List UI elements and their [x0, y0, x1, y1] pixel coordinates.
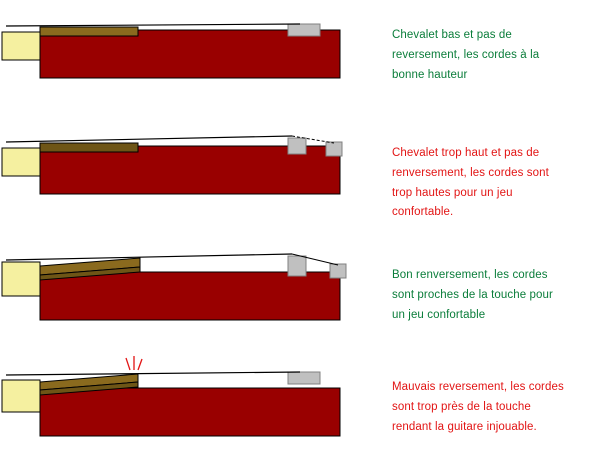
headstock — [2, 148, 40, 176]
headstock — [2, 262, 40, 296]
fingerboard — [40, 143, 138, 152]
string-line — [6, 372, 300, 375]
panel-3-caption-line-3: un jeu confortable — [392, 308, 486, 321]
panel-1-caption-line-2: reversement, les cordes à la — [392, 48, 540, 61]
panel-4-diagram — [0, 350, 380, 451]
panel-1 — [0, 0, 600, 112]
buzz-warning-icon — [126, 356, 142, 370]
guitar-body — [40, 388, 340, 436]
bridge — [288, 372, 320, 384]
panel-2 — [0, 112, 600, 230]
fingerboard — [40, 27, 138, 36]
panel-2-caption-line-1: Chevalet trop haut et pas de — [392, 147, 540, 159]
panel-3-caption-line-1: Bon renversement, les cordes — [392, 269, 548, 281]
bridge-saddle — [326, 142, 342, 156]
guitar-body — [40, 30, 340, 78]
panel-1-caption — [392, 26, 598, 85]
panel-4-caption-line-3: rendant la guitare injouable. — [392, 420, 537, 433]
panel-1-caption-line-3: bonne hauteur — [392, 68, 468, 81]
bridge-saddle — [330, 264, 346, 278]
panel-1-caption-line-1: Chevalet bas et pas de — [392, 29, 512, 41]
string-line — [6, 254, 292, 260]
panel-3-caption — [392, 266, 598, 325]
panel-3-caption-line-2: sont proches de la touche pour — [392, 288, 553, 301]
panel-2-caption-line-3: trop hautes pour un jeu — [392, 186, 513, 199]
panel-4 — [0, 350, 600, 451]
panel-4-caption — [392, 378, 598, 437]
panel-4-caption-line-1: Mauvais reversement, les cordes — [392, 381, 564, 393]
string-line — [6, 136, 292, 142]
panel-1-diagram — [0, 0, 380, 112]
panel-4-caption-line-2: sont trop près de la touche — [392, 400, 531, 413]
guitar-body — [40, 272, 340, 320]
panel-3-diagram — [0, 230, 380, 350]
panel-2-caption-line-2: renversement, les cordes sont — [392, 166, 549, 179]
bridge — [288, 256, 306, 276]
bridge — [288, 138, 306, 154]
panel-2-caption-line-4: confortable. — [392, 206, 454, 219]
panel-2-caption — [392, 144, 598, 223]
panel-2-diagram — [0, 112, 380, 230]
string-line — [6, 24, 300, 26]
bridge — [288, 24, 320, 36]
headstock — [2, 32, 40, 60]
panel-3 — [0, 230, 600, 350]
headstock — [2, 380, 40, 412]
